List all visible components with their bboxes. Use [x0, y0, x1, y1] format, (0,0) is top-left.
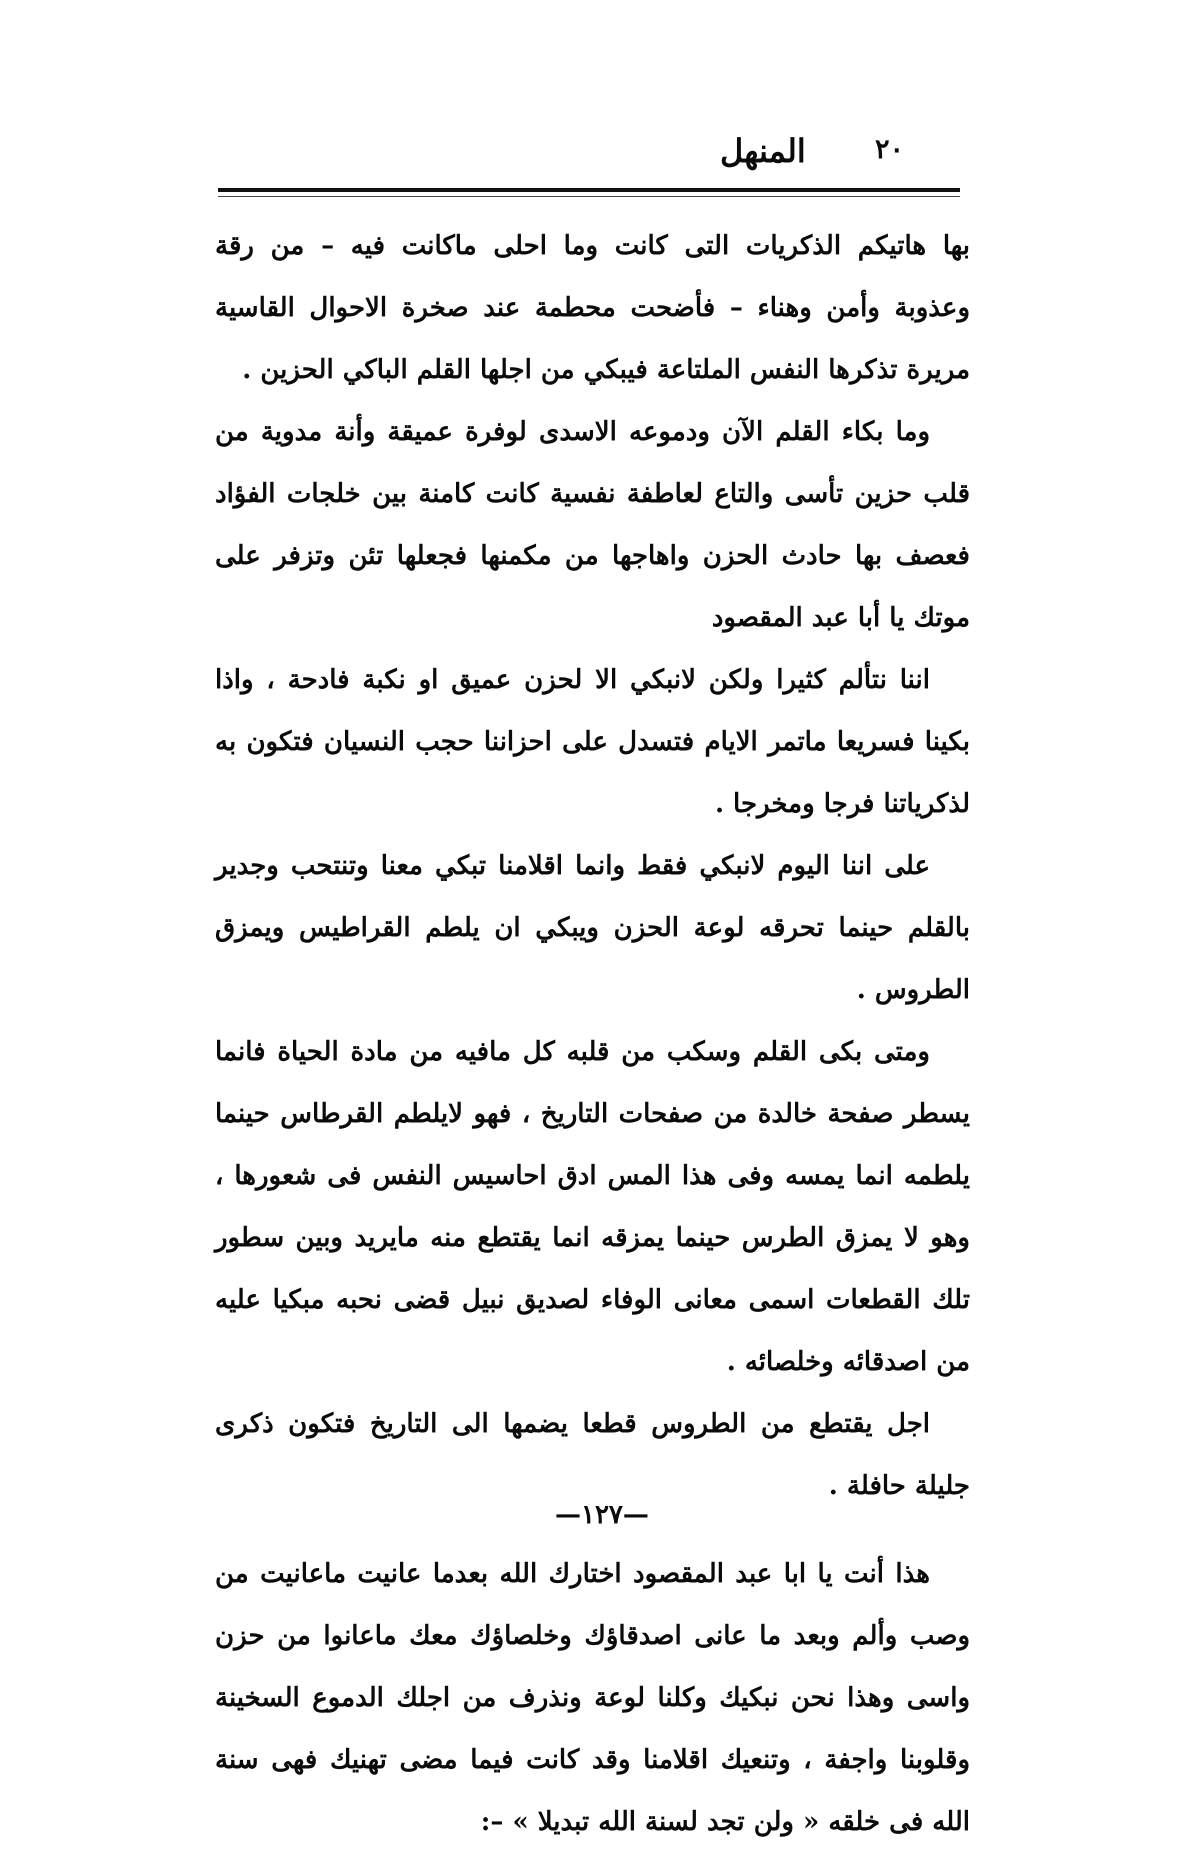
paragraph: ومتى بكى القلم وسكب من قلبه كل مافيه من مادة الحياة فانما يسطر صفحة خالدة من صفحات التاريخ ، فهو لايلطم القرطاس حينما يلطمه انما يمسه وفى هذا المس ادق احاسيس النفس فى شعورها ، وهو لا يمزق الطرس حينما يمزقه انما يقتطع منه مايريد وبين سطور تلك القطعات اسمى معانى الوفاء لصديق نبيل قضى نحبه مبكيا عليه من اصدقائه وخلصائه .: [215, 1037, 970, 1377]
page-number: ٢٠: [875, 134, 905, 165]
paragraph: بها هاتيكم الذكريات التى كانت وما احلى ماكانت فيه – من رقة وعذوبة وأمن وهناء – فأضحت محطمة عند صخرة الاحوال القاسية مريرة تذكرها النفس الملتاعة فيبكي من اجلها القلم الباكي الحزين .: [215, 231, 970, 385]
paragraph: على اننا اليوم لانبكي فقط وانما اقلامنا تبكي معنا وتنتحب وجدير بالقلم حينما تحرقه لوعة الحزن ويبكي ان يلطم القراطيس ويمزق الطروس .: [215, 851, 970, 1005]
header-rule: [218, 188, 960, 192]
paragraph: وما بكاء القلم الآن ودموعه الاسدى لوفرة عميقة وأنة مدوية من قلب حزين تأسى والتاع لعاطفة نفسية كانت كامنة بين خلجات الفؤاد فعصف بها حادث الحزن واهاجها من مكمنها فجعلها تئن وتزفر على موتك يا أبا عبد المقصود: [215, 417, 970, 633]
journal-title: المنهل: [720, 132, 806, 170]
paragraph: اننا نتألم كثيرا ولكن لانبكي الا لحزن عميق او نكبة فادحة ، واذا بكينا فسريعا ماتمر الايام فتسدل على احزاننا حجب النسيان فتكون به لذكرياتنا فرجا ومخرجا .: [215, 665, 970, 819]
paragraph: هذا أنت يا ابا عبد المقصود اختارك الله بعدما عانيت ماعانيت من وصب وألم وبعد ما عانى اصدقاؤك وخلصاؤك معك ماعانوا من حزن واسى وهذا نحن نبكيك وكلنا لوعة ونذرف من اجلك الدموع السخينة وقلوبنا واجفة ، وتنعيك اقلامنا وقد كانت فيما مضى تهنيك فهى سنة الله فى خلقه « ولن تجد لسنة الله تبديلا » –:: [215, 1559, 970, 1837]
page-header: [215, 130, 965, 180]
page-footer-code: —١٢٧—: [555, 1500, 649, 1530]
article-body: [215, 215, 970, 1853]
header-rule-thin: [218, 196, 960, 197]
paragraph: اجل يقتطع من الطروس قطعا يضمها الى التاريخ فتكون ذكرى جليلة حافلة .: [215, 1409, 970, 1501]
